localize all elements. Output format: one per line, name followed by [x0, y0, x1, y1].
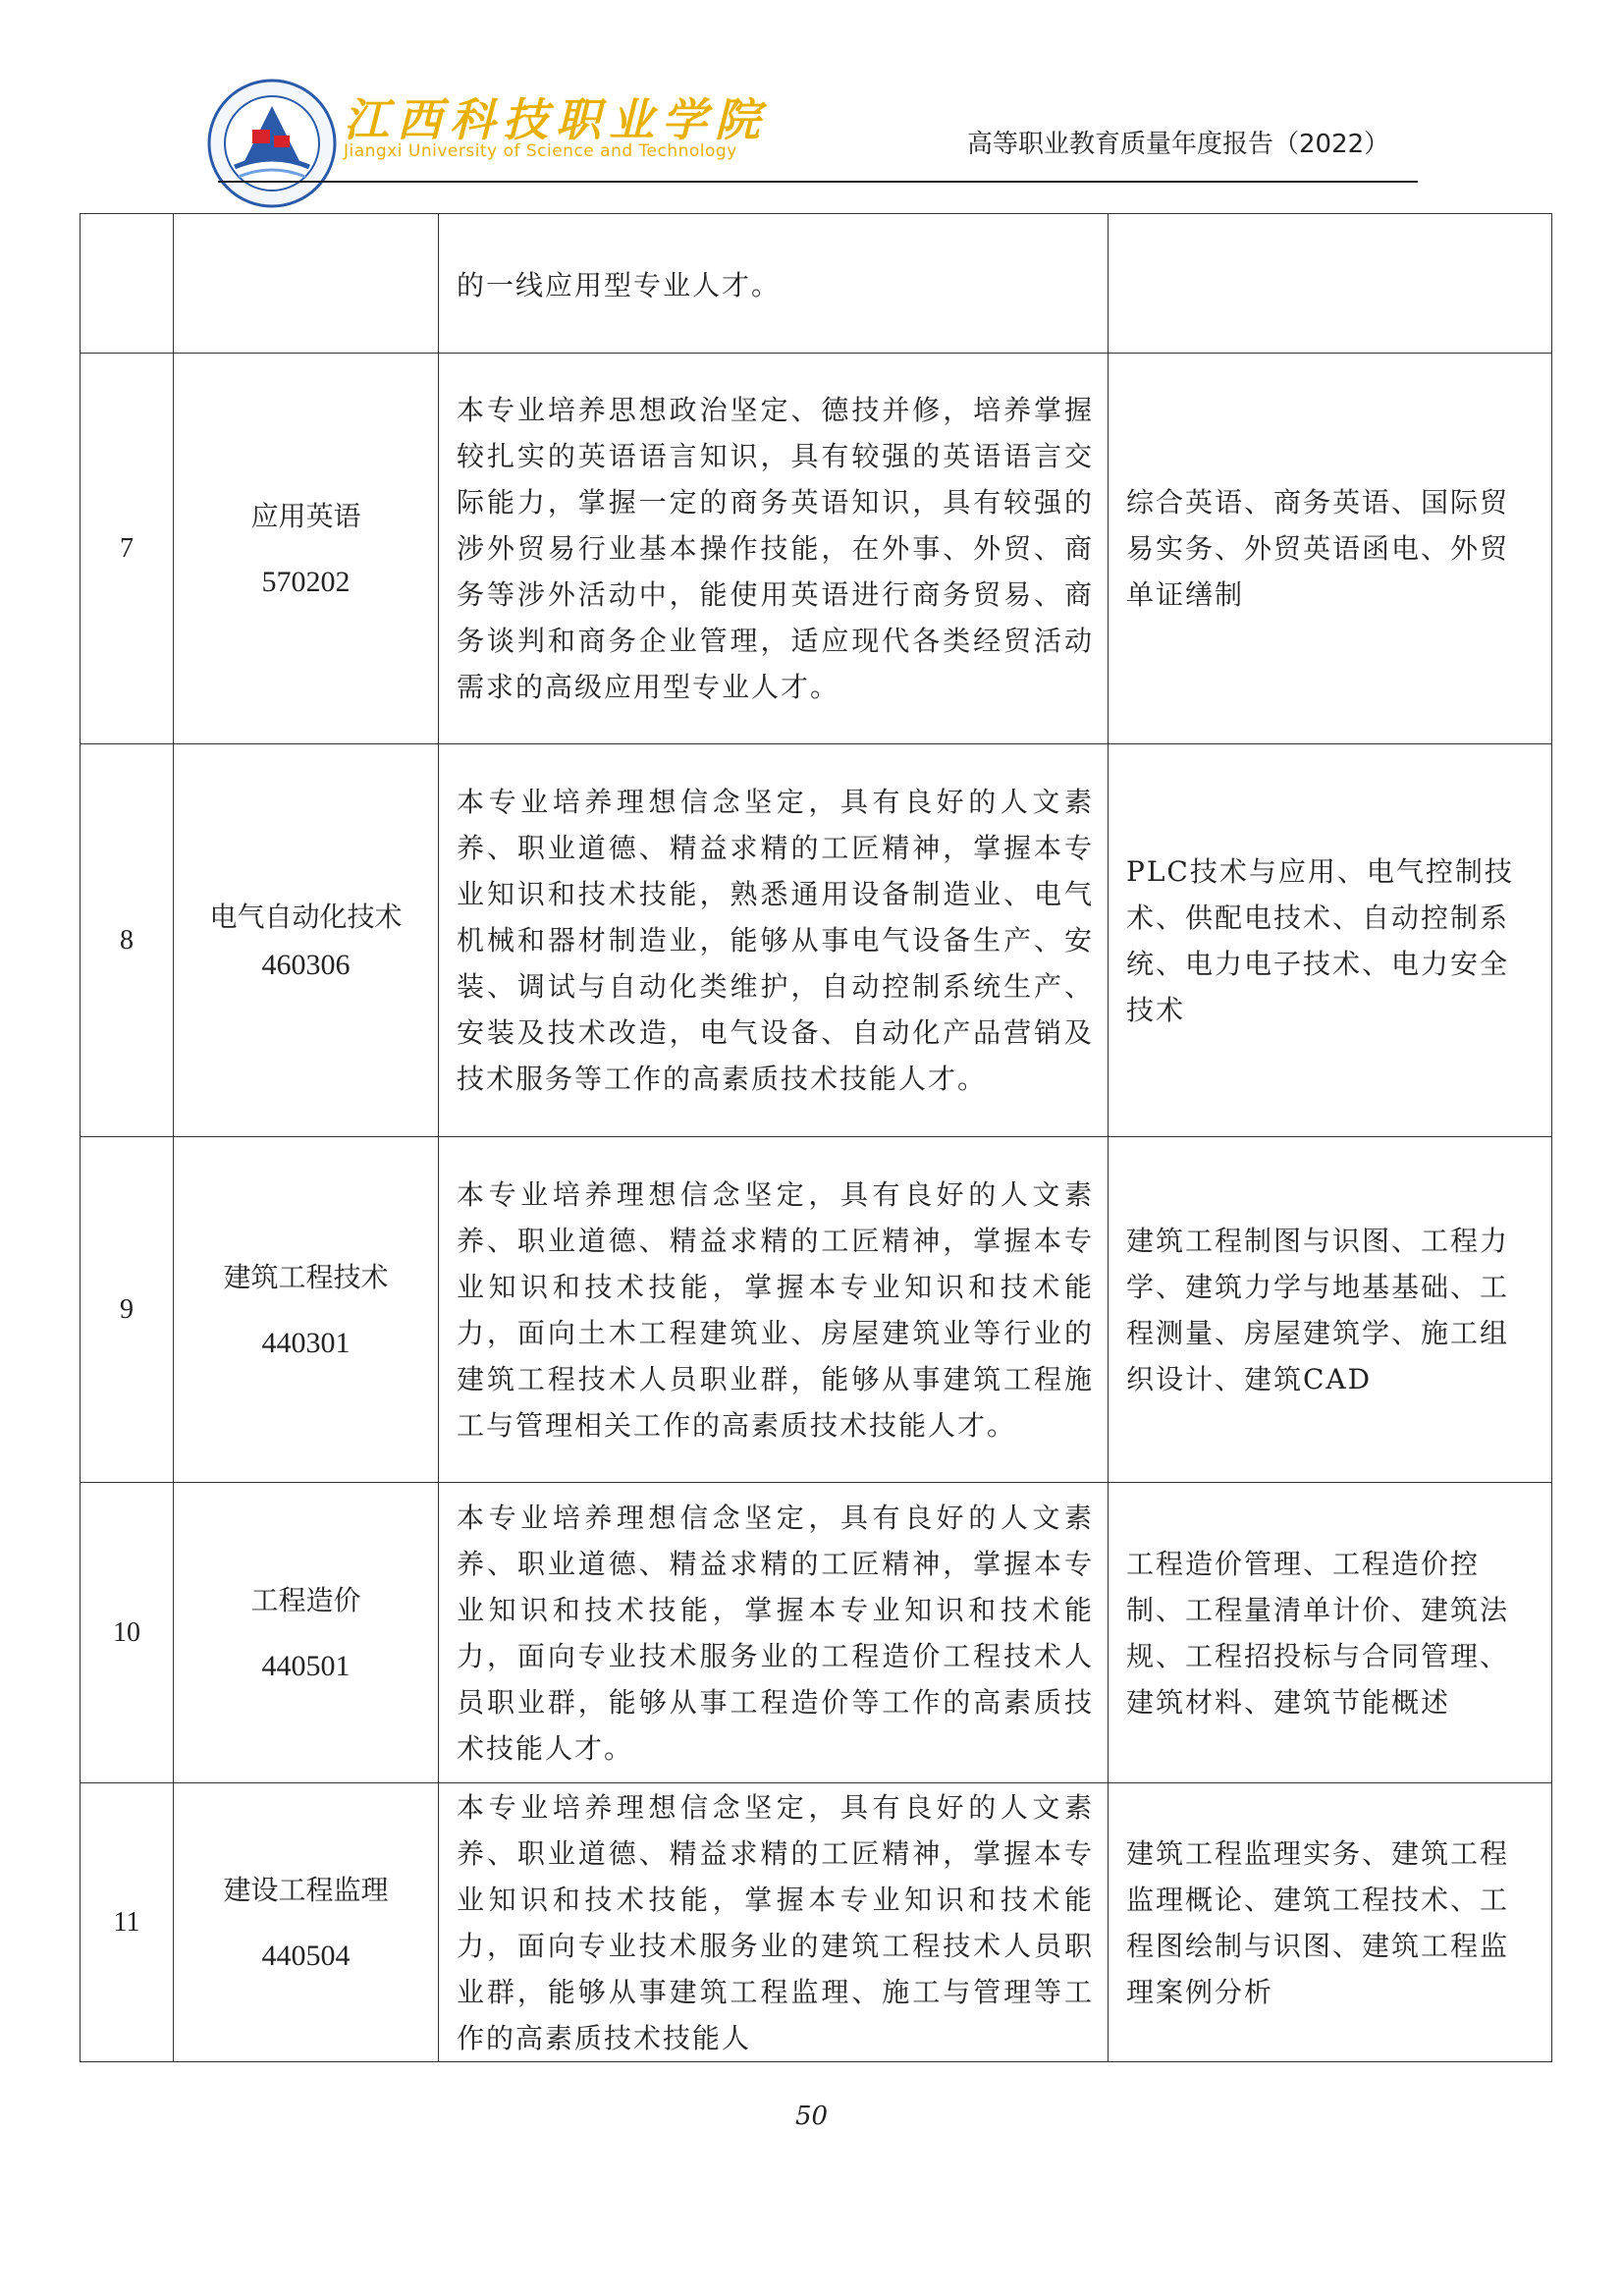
- major-code: 440501: [261, 1649, 351, 1682]
- table-row: [81, 354, 1552, 744]
- header-divider: [218, 181, 1418, 183]
- major-code: 440504: [261, 1939, 351, 1972]
- major-code: 570202: [261, 565, 351, 598]
- major-code: 460306: [261, 948, 351, 981]
- training-goal: 本专业培养理想信念坚定，具有良好的人文素养、职业道德、精益求精的工匠精神，掌握本专业知识和技术技能，掌握本专业知识和技术能力，面向专业技术服务业的工程造价工程技术人员职业群，能够从事工程造价等工作的高素质技术技能人才。: [439, 1483, 1109, 1783]
- major-name: 应用英语: [250, 499, 361, 532]
- row-number: 7: [81, 354, 174, 744]
- row-number: 10: [81, 1483, 174, 1783]
- page-header: [0, 0, 1623, 196]
- major-name-cell: [174, 354, 439, 744]
- core-courses: 工程造价管理、工程造价控制、工程量清单计价、建筑法规、工程招投标与合同管理、建筑材料、建筑节能概述: [1109, 1483, 1552, 1783]
- training-goal: 本专业培养思想政治坚定、德技并修，培养掌握较扎实的英语语言知识，具有较强的英语语言交际能力，掌握一定的商务英语知识，具有较强的涉外贸易行业基本操作技能，在外事、外贸、商务等涉外活动中，能使用英语进行商务贸易、商务谈判和商务企业管理，适应现代各类经贸活动需求的高级应用型专业人才。: [439, 354, 1109, 744]
- training-goal: 本专业培养理想信念坚定，具有良好的人文素养、职业道德、精益求精的工匠精神，掌握本专业知识和技术技能，掌握本专业知识和技术能力，面向专业技术服务业的建筑工程技术人员职业群，能够从事建筑工程监理、施工与管理等工作的高素质技术技能人: [439, 1783, 1109, 2062]
- table-row: [81, 214, 1552, 354]
- row-number: 8: [81, 744, 174, 1137]
- school-emblem-icon: [205, 77, 339, 210]
- major-name-cell: [174, 1483, 439, 1783]
- major-code: 440301: [261, 1326, 351, 1359]
- core-courses: PLC技术与应用、电气控制技术、供配电技术、自动控制系统、电力电子技术、电力安全技术: [1109, 744, 1552, 1137]
- core-courses: [1109, 214, 1552, 354]
- table-row: [81, 1137, 1552, 1483]
- training-goal: 的一线应用型专业人才。: [439, 214, 1109, 354]
- major-name-cell: [174, 214, 439, 354]
- school-name-cn: 江西科技职业学院: [344, 93, 768, 146]
- core-courses: 建筑工程制图与识图、工程力学、建筑力学与地基基础、工程测量、房屋建筑学、施工组织设计、建筑CAD: [1109, 1137, 1552, 1483]
- page-number: 50: [794, 2102, 829, 2131]
- major-name-cell: [174, 1137, 439, 1483]
- core-courses: 综合英语、商务英语、国际贸易实务、外贸英语函电、外贸单证缮制: [1109, 354, 1552, 744]
- major-name: 工程造价: [250, 1583, 361, 1616]
- major-name-cell: [174, 1783, 439, 2062]
- school-name-en: Jiangxi University of Science and Technology: [344, 141, 737, 161]
- row-number: [81, 214, 174, 354]
- table-row: [81, 1783, 1552, 2062]
- training-goal: 本专业培养理想信念坚定，具有良好的人文素养、职业道德、精益求精的工匠精神，掌握本专业知识和技术技能，熟悉通用设备制造业、电气机械和器材制造业，能够从事电气设备生产、安装、调试与自动化类维护，自动控制系统生产、安装及技术改造，电气设备、自动化产品营销及技术服务等工作的高素质技术技能人才。: [439, 744, 1109, 1137]
- majors-table: [80, 213, 1552, 2062]
- major-name-cell: [174, 744, 439, 1137]
- row-number: 9: [81, 1137, 174, 1483]
- training-goal: 本专业培养理想信念坚定，具有良好的人文素养、职业道德、精益求精的工匠精神，掌握本专业知识和技术技能，掌握本专业知识和技术能力，面向土木工程建筑业、房屋建筑业等行业的建筑工程技术人员职业群，能够从事建筑工程施工与管理相关工作的高素质技术技能人才。: [439, 1137, 1109, 1483]
- table-row: [81, 1483, 1552, 1783]
- core-courses: 建筑工程监理实务、建筑工程监理概论、建筑工程技术、工程图绘制与识图、建筑工程监理案例分析: [1109, 1783, 1552, 2062]
- report-title: 高等职业教育质量年度报告（2022）: [967, 130, 1390, 159]
- major-name: 建筑工程技术: [223, 1260, 389, 1293]
- major-name: 电气自动化技术: [209, 900, 403, 933]
- table-row: [81, 744, 1552, 1137]
- major-name: 建设工程监理: [223, 1873, 389, 1906]
- row-number: 11: [81, 1783, 174, 2062]
